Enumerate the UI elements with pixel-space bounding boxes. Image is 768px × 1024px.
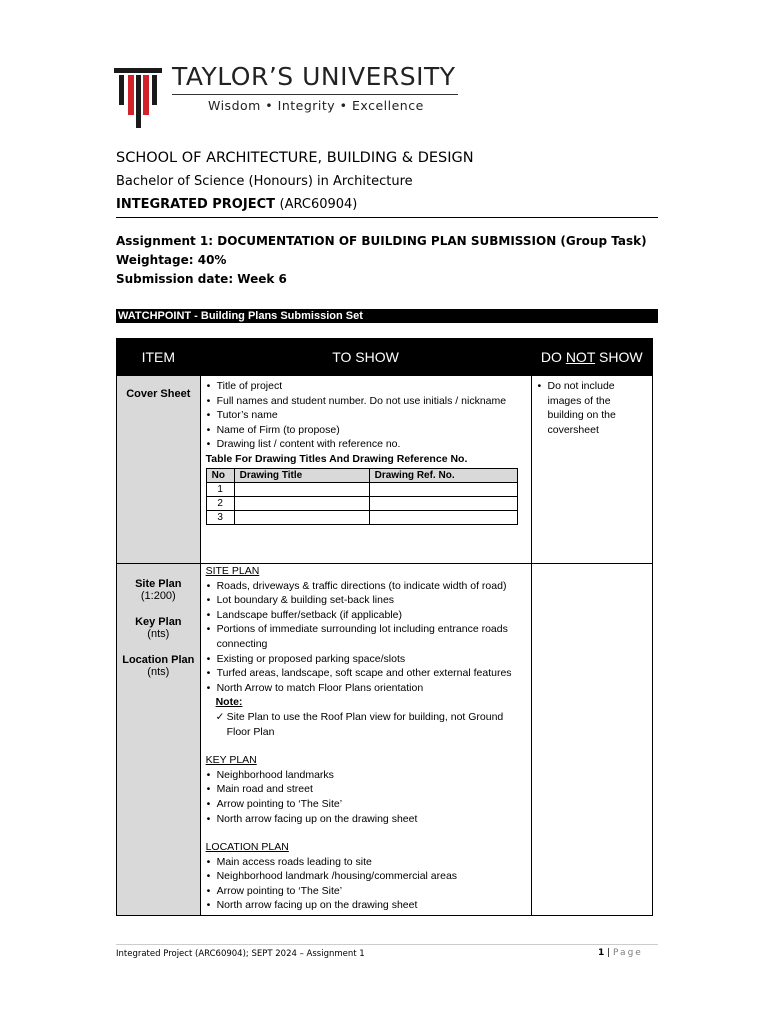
list-item: • North arrow facing up on the drawing sheet — [206, 812, 526, 827]
table-row — [206, 482, 517, 496]
ref-row-no: 1 — [206, 482, 234, 496]
page-sep: | — [604, 948, 614, 958]
item-scale: (nts) — [147, 666, 170, 678]
assignment-title — [116, 234, 647, 248]
table-row — [206, 510, 517, 524]
item-title: Key Plan — [135, 616, 182, 628]
ref-row-no: 3 — [206, 510, 234, 524]
item-site-plan — [117, 578, 200, 602]
ref-header-row — [206, 468, 517, 482]
course-title — [116, 197, 357, 212]
logo-divider — [172, 94, 458, 95]
list-item: • Neighborhood landmarks — [206, 768, 526, 783]
ref-header-ref: Drawing Ref. No. — [369, 468, 517, 482]
watchpoint-bar: WATCHPOINT - Building Plans Submission Set — [116, 309, 658, 323]
list-item: • Drawing list / content with reference no. — [206, 437, 526, 452]
ref-header-no: No — [206, 468, 234, 482]
ref-row-title — [234, 510, 369, 524]
list-item: • Arrow pointing to ‘The Site’ — [206, 797, 526, 812]
item-title: Site Plan — [135, 578, 182, 590]
ref-row-no: 2 — [206, 496, 234, 510]
list-item: • Turfed areas, landscape, soft scape and other external features — [206, 666, 526, 681]
table-header-row — [117, 339, 653, 376]
item-scale: (1:200) — [140, 590, 176, 602]
course-code: (ARC60904) — [279, 197, 358, 212]
location-plan-heading: LOCATION PLAN — [205, 841, 289, 854]
do-not-list — [537, 379, 648, 437]
item-site — [117, 564, 201, 916]
header-do-not-show — [531, 339, 653, 376]
list-item: • Main road and street — [206, 782, 526, 797]
weightage: Weightage: 40% — [116, 253, 227, 267]
assignment-task: (Group Task) — [560, 234, 647, 248]
university-motto: Wisdom • Integrity • Excellence — [208, 98, 424, 113]
list-item: • Neighborhood landmark /housing/commercial areas — [206, 869, 526, 884]
header-to-show: TO SHOW — [200, 339, 531, 376]
item-scale: (nts) — [147, 628, 170, 640]
list-item: • Full names and student number. Do not use initials / nickname — [206, 394, 526, 409]
to-show-site — [200, 564, 531, 916]
ref-row-ref — [369, 496, 517, 510]
cover-list — [206, 379, 526, 452]
page-number — [598, 948, 643, 958]
list-item: • Existing or proposed parking space/slots — [206, 652, 526, 667]
item-location-plan — [117, 654, 200, 678]
header-not: NOT — [565, 349, 596, 365]
list-item: • Name of Firm (to propose) — [206, 423, 526, 438]
ref-row-title — [234, 482, 369, 496]
list-item: • Title of project — [206, 379, 526, 394]
header-do: DO — [540, 349, 566, 365]
footer-course: Integrated Project (ARC60904); SEPT 2024 – Assignment 1 — [116, 949, 365, 959]
list-item: • Arrow pointing to ‘The Site’ — [206, 884, 526, 899]
header-show: SHOW — [595, 349, 643, 365]
item-cover-label: Cover Sheet — [126, 388, 191, 400]
do-not-show-site — [531, 564, 653, 916]
submission-date: Submission date: Week 6 — [116, 272, 287, 286]
list-item: • North Arrow to match Floor Plans orientation — [206, 681, 526, 696]
list-item: • Portions of immediate surrounding lot including entrance roads connecting — [206, 622, 526, 651]
ref-table-title: Table For Drawing Titles And Drawing Reference No. — [205, 452, 468, 465]
course-name: INTEGRATED PROJECT — [116, 197, 280, 212]
site-list — [206, 579, 526, 696]
note-heading: Note: — [215, 696, 243, 709]
drawing-reference-table — [206, 468, 518, 525]
assignment-label: Assignment 1: DOCUMENTATION OF BUILDING PLAN SUBMISSION — [116, 234, 561, 248]
list-item: • Roads, driveways & traffic directions (to indicate width of road) — [206, 579, 526, 594]
ref-row-title — [234, 496, 369, 510]
footer-divider — [116, 944, 658, 945]
university-logo-icon — [114, 68, 162, 128]
item-title: Location Plan — [122, 654, 195, 666]
school-title: SCHOOL OF ARCHITECTURE, BUILDING & DESIGN — [116, 150, 474, 166]
list-item: • Landscape buffer/setback (if applicable) — [206, 608, 526, 623]
item-cover — [117, 376, 201, 564]
list-item: • Tutor’s name — [206, 408, 526, 423]
programme-title: Bachelor of Science (Honours) in Architecture — [116, 174, 413, 189]
submission-table — [116, 338, 653, 916]
list-item: • North arrow facing up on the drawing sheet — [206, 898, 526, 913]
table-row-site — [117, 564, 653, 916]
do-not-show-cover — [531, 376, 653, 564]
list-item: • Main access roads leading to site — [206, 855, 526, 870]
header-item: ITEM — [117, 339, 201, 376]
ref-header-title: Drawing Title — [234, 468, 369, 482]
ref-row-ref — [369, 482, 517, 496]
list-item: • Do not include images of the building on the coversheet — [537, 379, 648, 437]
key-list — [206, 768, 526, 826]
site-plan-heading: SITE PLAN — [205, 565, 260, 577]
list-item: • Lot boundary & building set-back lines — [206, 593, 526, 608]
note-item: ✓ Site Plan to use the Roof Plan view for building, not Ground Floor Plan — [206, 710, 526, 739]
location-list — [206, 855, 526, 913]
page-word: Page — [613, 948, 643, 958]
ref-row-ref — [369, 510, 517, 524]
item-key-plan — [117, 616, 200, 640]
key-plan-heading: KEY PLAN — [205, 754, 257, 767]
table-row-cover — [117, 376, 653, 564]
university-name: TAYLOR’S UNIVERSITY — [172, 62, 456, 91]
title-divider — [116, 217, 658, 218]
table-row — [206, 496, 517, 510]
page-num: 1 — [598, 948, 605, 958]
to-show-cover — [200, 376, 531, 564]
